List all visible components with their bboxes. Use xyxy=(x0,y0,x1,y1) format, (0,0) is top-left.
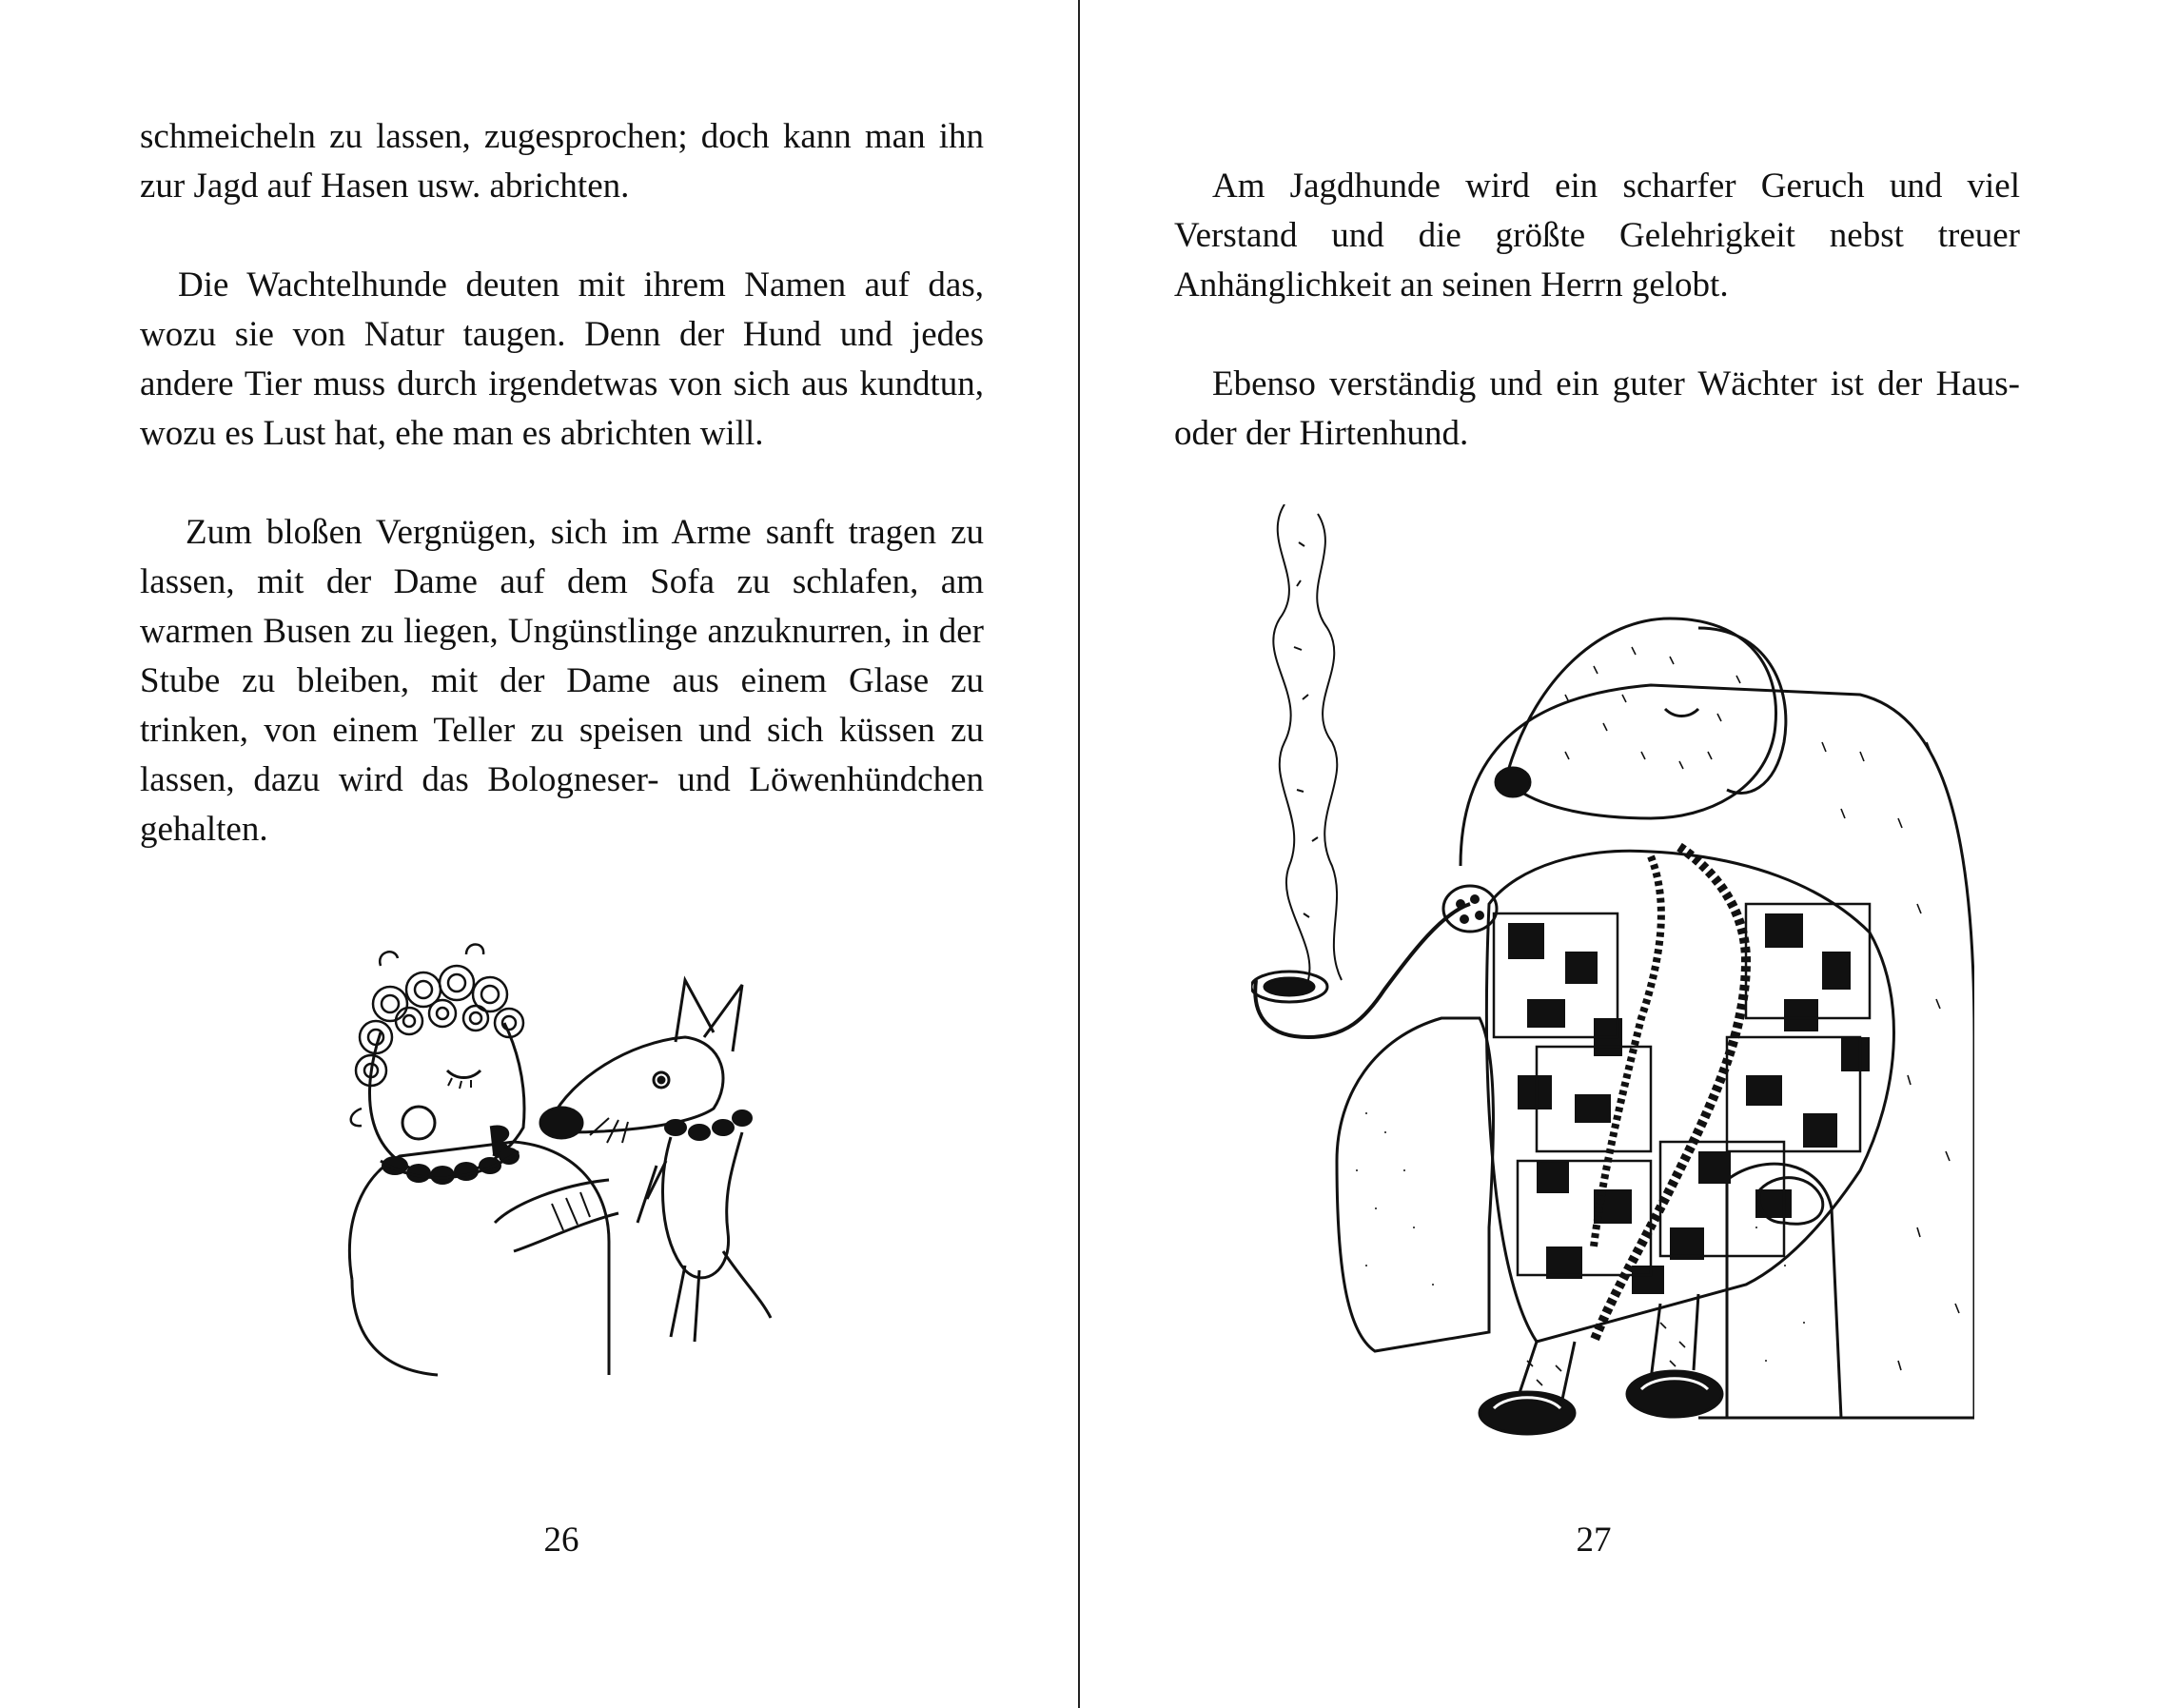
page-number: 26 xyxy=(543,1521,579,1560)
page-number: 27 xyxy=(1576,1521,1612,1560)
illustration-lady-with-lapdog xyxy=(324,937,856,1384)
right-page xyxy=(1080,0,2157,1708)
right-page-text xyxy=(1174,162,2020,508)
illustration-dog-in-armchair xyxy=(1251,504,1974,1446)
paragraph-1: schmeicheln zu lassen, zugesprochen; doch kann man ihn zur Jagd auf Hasen usw. abrichten. xyxy=(140,117,984,206)
paragraph-3: Zum bloßen Vergnügen, sich im Arme sanft tragen zu lassen, mit der Dame auf dem Sofa zu schlafen, am warmen Busen zu liegen, Ungünstlinge anzuknurren, in der Stube zu bleiben, mit der Dame aus einem Glase zu trinken, von einem Teller zu speisen und sich küssen zu lassen, dazu wird das Bologneser- und Löwenhündchen gehalten. xyxy=(140,513,984,849)
paragraph-1: Am Jagdhunde wird ein scharfer Geruch und viel Verstand und die größte Gelehrigkeit nebst treuer Anhänglichkeit an seinen Herrn gelobt. xyxy=(1174,167,2020,304)
left-page xyxy=(0,0,1078,1708)
paragraph-2: Ebenso verständig und ein guter Wächter ist der Haus- oder der Hirtenhund. xyxy=(1174,364,2020,453)
left-page-text xyxy=(140,112,984,904)
paragraph-2: Die Wachtelhunde deuten mit ihrem Namen auf das, wozu sie von Natur taugen. Denn der Hund und jedes andere Tier muss durch irgendetwas von sich aus kundtun, wozu es Lust hat, ehe man es abrichten will. xyxy=(140,265,984,453)
